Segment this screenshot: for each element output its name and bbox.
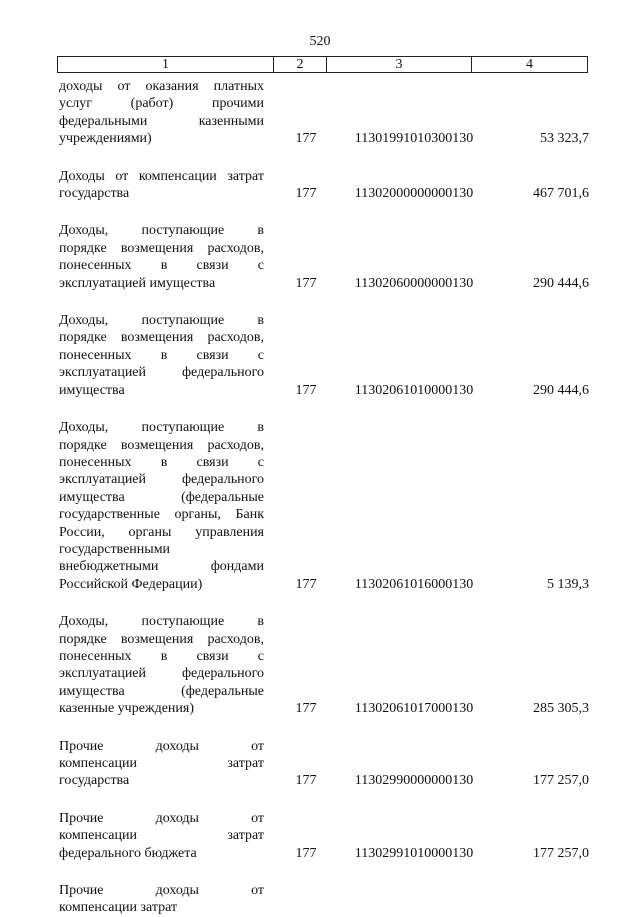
row-admin-code: 177 — [295, 275, 317, 291]
header-col-4: 4 — [526, 57, 533, 72]
row-description — [59, 78, 264, 148]
table-row — [59, 168, 589, 203]
description-line: услуг (работ) прочими — [59, 96, 264, 112]
table-row — [59, 810, 589, 862]
description-line: порядке возмещения расходов, — [59, 631, 264, 647]
row-kbk-code: 11302990000000130 — [354, 773, 474, 789]
row-amount: 467 701,6 — [533, 186, 589, 202]
description-line: понесенных в связи с — [59, 454, 264, 470]
description-line: Прочие доходы от — [59, 738, 264, 754]
table-header — [57, 56, 588, 73]
row-kbk-code: 11302061017000130 — [354, 701, 474, 717]
description-line: порядке возмещения расходов, — [59, 437, 264, 453]
description-line: порядке возмещения расходов, — [59, 330, 264, 346]
row-description — [59, 419, 264, 593]
row-description — [59, 882, 264, 917]
description-line: эксплуатацией федерального — [59, 472, 264, 488]
row-amount: 53 323,7 — [540, 131, 589, 147]
row-description — [59, 312, 264, 399]
table-body — [59, 78, 589, 917]
description-line: Доходы, поступающие в — [59, 420, 264, 436]
row-amount: 177 257,0 — [533, 845, 589, 861]
row-description — [59, 168, 264, 203]
table-row — [59, 613, 589, 717]
row-description — [59, 738, 264, 790]
description-line: имущества — [59, 382, 125, 398]
description-line: государства — [59, 186, 130, 202]
description-line: Доходы, поступающие в — [59, 614, 264, 630]
table-row — [59, 312, 589, 399]
row-admin-code: 177 — [295, 845, 317, 861]
description-line: эксплуатацией федерального — [59, 365, 264, 381]
row-amount: 5 139,3 — [547, 576, 589, 592]
description-line: Доходы от компенсации затрат — [59, 168, 264, 184]
description-line: Прочие доходы от — [59, 883, 264, 899]
description-line: учреждениями) — [59, 131, 152, 147]
table-row — [59, 222, 589, 292]
description-line: государственные органы, Банк — [59, 507, 264, 523]
description-line: федерального бюджета — [59, 845, 197, 861]
row-kbk-code: 11302991010000130 — [354, 845, 474, 861]
table-row — [59, 738, 589, 790]
row-admin-code: 177 — [295, 773, 317, 789]
description-line: внебюджетными фондами — [59, 559, 264, 575]
description-line: имущества (федеральные — [59, 489, 264, 505]
description-line: эксплуатацией имущества — [59, 275, 216, 291]
description-line: Доходы, поступающие в — [59, 313, 264, 329]
description-line: Российской Федерации) — [59, 576, 203, 592]
header-col-2: 2 — [274, 57, 327, 72]
row-amount: 290 444,6 — [533, 275, 589, 291]
row-kbk-code: 11302000000000130 — [354, 186, 474, 202]
description-line: Прочие доходы от — [59, 810, 264, 826]
description-line: компенсации затрат — [59, 756, 264, 771]
row-amount: 285 305,3 — [533, 701, 589, 717]
description-line: казенные учреждения) — [59, 701, 195, 717]
row-kbk-code: 11302060000000130 — [354, 275, 474, 291]
description-line: компенсации затрат — [59, 900, 178, 916]
description-line: федеральными казенными — [59, 113, 264, 129]
description-line: эксплуатацией федерального — [59, 666, 264, 682]
row-admin-code: 177 — [295, 186, 317, 202]
row-description — [59, 810, 264, 862]
row-kbk-code: 11301991010300130 — [354, 131, 474, 147]
row-admin-code: 177 — [295, 576, 317, 592]
description-line: государственными — [59, 541, 171, 557]
row-description — [59, 613, 264, 717]
row-admin-code: 177 — [295, 382, 317, 398]
table-row — [59, 78, 589, 148]
row-amount: 290 444,6 — [533, 382, 589, 398]
description-line: Доходы, поступающие в — [59, 223, 264, 239]
description-line: имущества (федеральные — [59, 683, 264, 699]
row-description — [59, 222, 264, 292]
row-kbk-code: 11302061016000130 — [354, 576, 474, 592]
header-col-3: 3 — [327, 57, 472, 72]
description-line: России, органы управления — [59, 524, 264, 540]
description-line: доходы от оказания платных — [59, 79, 264, 94]
table-row — [59, 882, 589, 917]
description-line: компенсации затрат — [59, 828, 264, 844]
description-line: порядке возмещения расходов, — [59, 240, 264, 256]
description-line: понесенных в связи с — [59, 648, 264, 664]
row-admin-code: 177 — [295, 701, 317, 717]
row-amount: 177 257,0 — [533, 773, 589, 789]
description-line: понесенных в связи с — [59, 258, 264, 274]
description-line: государства — [59, 773, 130, 789]
row-admin-code: 177 — [295, 131, 317, 147]
page-number: 520 — [309, 34, 331, 49]
table-row — [59, 419, 589, 593]
description-line: понесенных в связи с — [59, 347, 264, 363]
row-kbk-code: 11302061010000130 — [354, 382, 474, 398]
header-col-1: 1 — [58, 57, 274, 72]
